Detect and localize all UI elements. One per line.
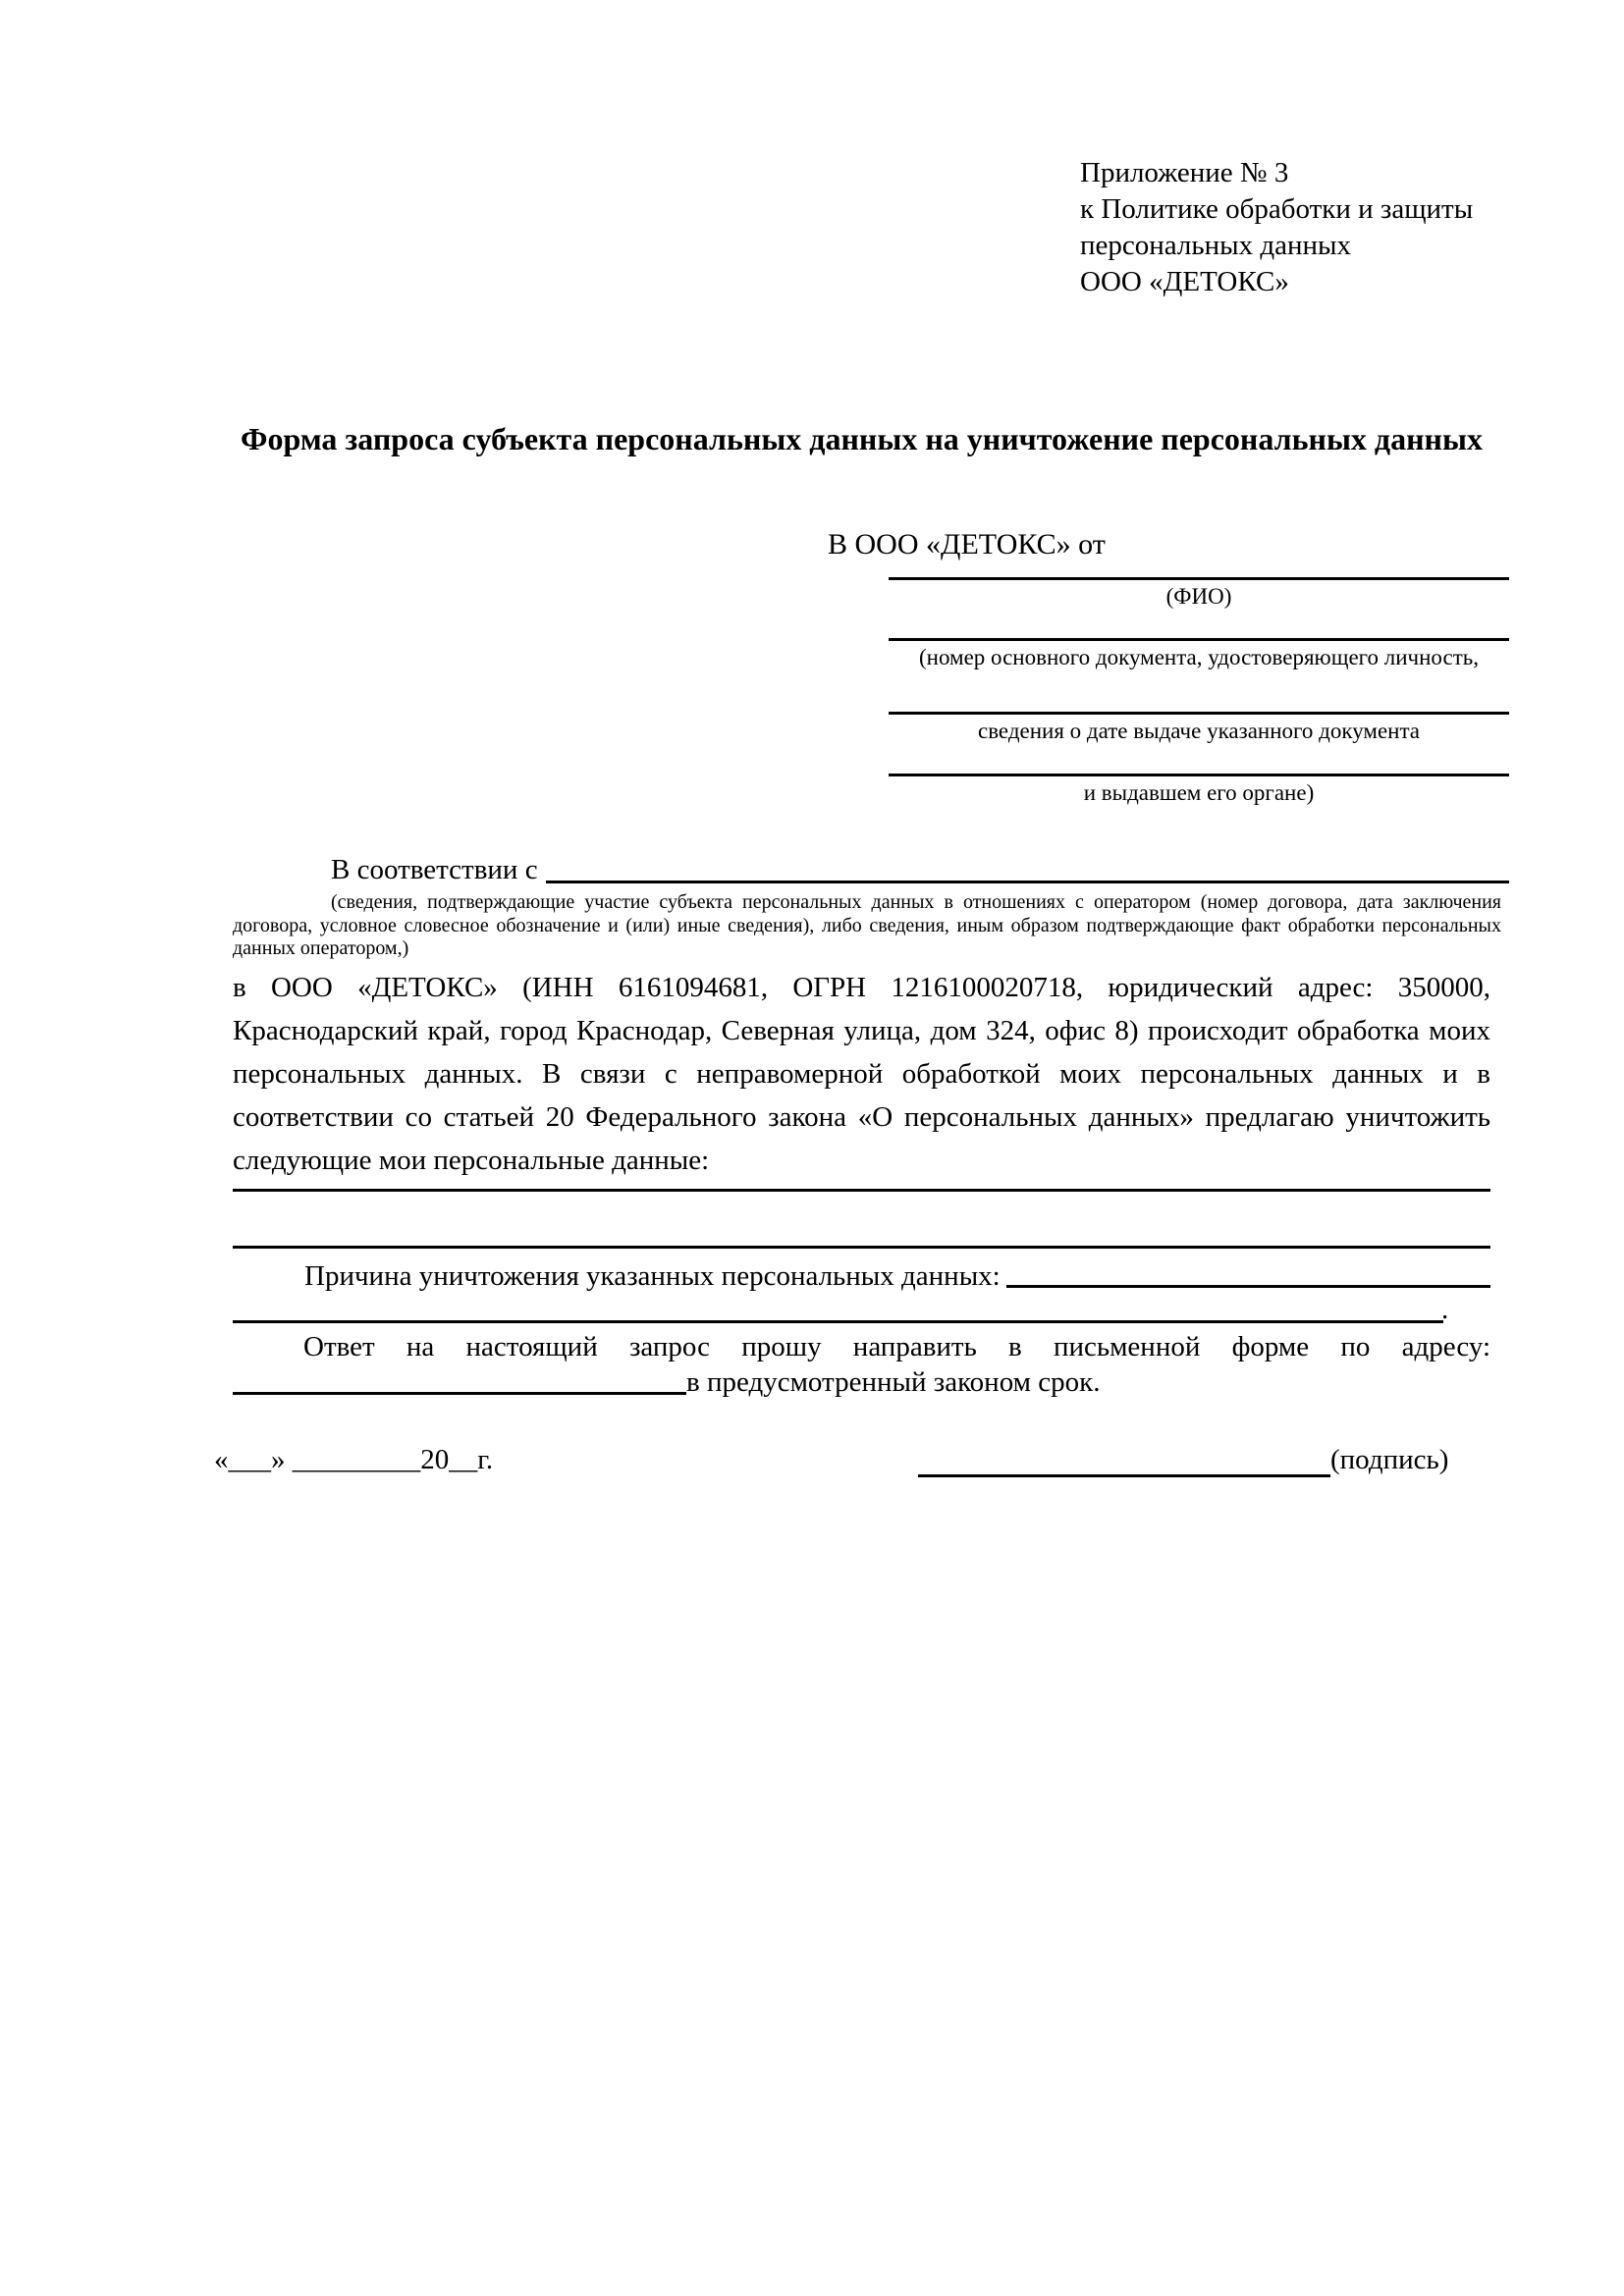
body-paragraph: в ООО «ДЕТОКС» (ИНН 6161094681, ОГРН 1216100020718, юридический адрес: 350000, Краснодарский край, город Краснодар, Северная улица, дом 324, офис 8) происходит обработка моих персональных данных. В связи с неправомерной обработкой моих персональных данных и в соответствии со статьей 20 Федерального закона «О персональных данных» предлагаю уничтожить следующие мои персональные данные: — [233, 972, 1490, 1176]
issuer-field-line[interactable] — [889, 774, 1509, 776]
issue-date-field-line[interactable] — [889, 712, 1509, 715]
reason-blank-line[interactable] — [1006, 1285, 1490, 1288]
signature-blank-line[interactable] — [918, 1474, 1330, 1477]
issuer-caption: и выдавшем его органе) — [1083, 780, 1315, 805]
document-number-field-line[interactable] — [889, 638, 1509, 641]
addressee-line: В ООО «ДЕТОКС» от — [828, 528, 1106, 561]
accordance-row — [331, 852, 1509, 887]
page-title: Форма запроса субъекта персональных данных на уничтожение персональных данных — [241, 421, 1483, 456]
accordance-blank-line[interactable] — [546, 881, 1509, 883]
reason-label: Причина уничтожения указанных персональных данных: — [304, 1260, 1001, 1292]
reason-row — [233, 1259, 1490, 1293]
signature-caption: (подпись) — [1330, 1444, 1449, 1475]
reason-period: . — [1441, 1294, 1449, 1325]
appendix-line: Приложение № 3 — [1080, 157, 1289, 188]
appendix-line: к Политике обработки и защиты — [1080, 193, 1474, 225]
fio-caption: (ФИО) — [1165, 584, 1232, 609]
fio-field-line[interactable] — [889, 577, 1509, 580]
accordance-lead: В соответствии с — [331, 854, 538, 885]
date-placeholder[interactable]: «___» _________20__г. — [214, 1444, 494, 1475]
appendix-line: ООО «ДЕТОКС» — [1080, 266, 1289, 297]
reason-continuation-line[interactable] — [233, 1320, 1443, 1323]
address-blank-line[interactable] — [233, 1392, 686, 1395]
personal-data-blank-line-1[interactable] — [233, 1189, 1490, 1192]
answer-term-text: в предусмотренный законом срок. — [686, 1366, 1101, 1398]
appendix-block — [1080, 155, 1473, 300]
appendix-line: персональных данных — [1080, 230, 1352, 261]
accordance-note: (сведения, подтверждающие участие субъекта персональных данных в отношениях с оператором (номер договора, дата заключения договора, условное словесное обозначение и (или) иные сведения), либо сведения, иным образом подтверждающие факт обработки персональных данных оператором,) — [233, 891, 1501, 959]
issue-date-caption: сведения о дате выдаче указанного документа — [977, 719, 1421, 743]
answer-address-row — [233, 1364, 1490, 1400]
document-number-caption: (номер основного документа, удостоверяющего личность, — [918, 645, 1479, 669]
personal-data-blank-line-2[interactable] — [233, 1246, 1490, 1249]
answer-request-line: Ответ на настоящий запрос прошу направить в письменной форме по адресу: — [303, 1331, 1490, 1362]
